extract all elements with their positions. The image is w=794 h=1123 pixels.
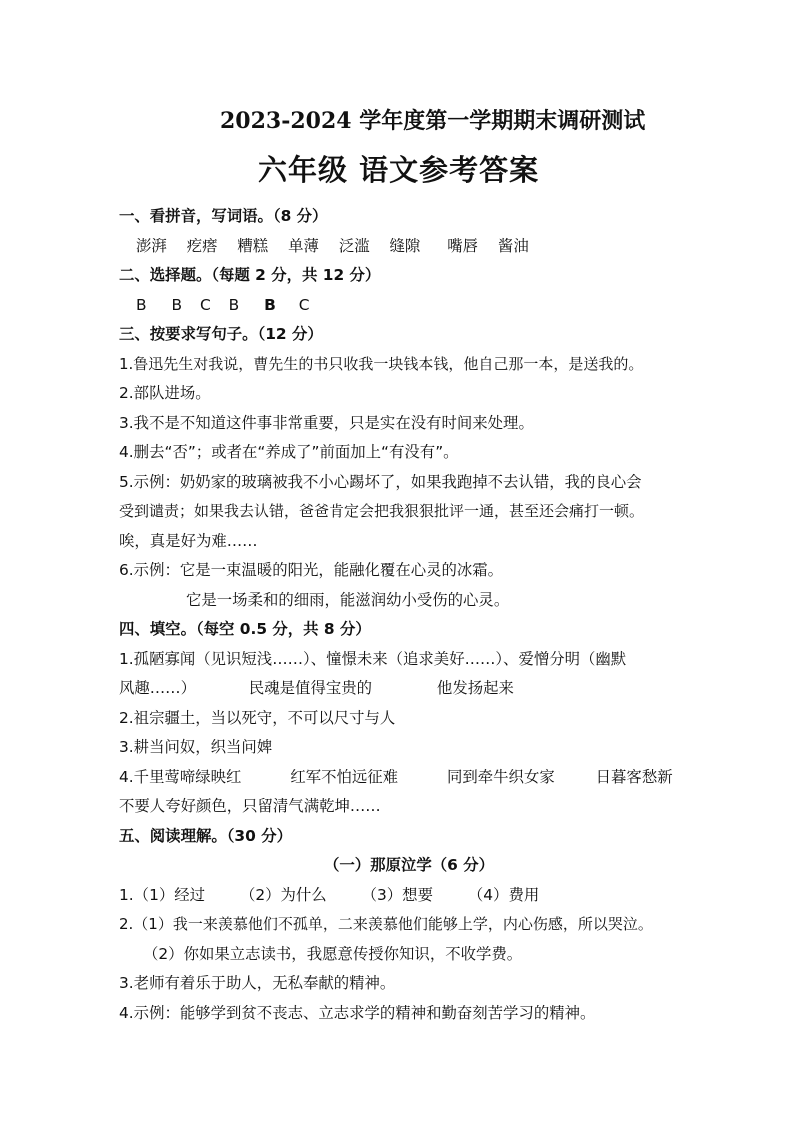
choice-answer: C — [199, 295, 211, 314]
answer-line: 3.老师有着乐于助人，无私奉献的精神。 — [119, 974, 396, 992]
fill-answer: （4）费用 — [467, 885, 540, 904]
choice-answer: B — [171, 295, 183, 314]
word-item: 单薄 — [288, 236, 319, 255]
fill-answer: （3）想要 — [361, 885, 433, 904]
answer-line: 1.鲁迅先生对我说，曹先生的书只收我一块钱本钱，他自己那一本，是送我的。 — [119, 354, 644, 373]
choice-answer: B — [136, 295, 147, 314]
fill-answer: 红军不怕远征难 — [290, 767, 399, 786]
fill-answer: 1.（1）经过 — [119, 885, 206, 904]
section-4-heading: 四、填空。（每空 0.5 分，共 8 分） — [119, 620, 371, 638]
section-5-heading: 五、阅读理解。（30 分） — [119, 826, 292, 845]
answer-line: 6.示例：它是一束温暖的阳光，能融化覆在心灵的冰霜。 — [119, 561, 504, 579]
answer-line: 3.耕当问奴，织当问婢 — [119, 738, 273, 756]
word-item: 疙瘩 — [186, 236, 218, 255]
answer-line: 4.示例：能够学到贫不丧志、立志求学的精神和勤奋刻苦学习的精神。 — [119, 1003, 596, 1022]
section-2-heading: 二、选择题。（每题 2 分，共 12 分） — [119, 266, 381, 284]
answer-line: 唉，真是好为难…… — [119, 531, 258, 550]
answer-key-title: 六年级 语文参考答案 — [258, 153, 540, 187]
section-1-heading: 一、看拼音，写词语。（8 分） — [119, 207, 328, 225]
word-item: 嘴唇 — [447, 236, 479, 255]
fill-answer: 4.千里莺啼绿映红 — [119, 767, 242, 786]
answer-line: （2）你如果立志读书，我愿意传授你知识，不收学费。 — [143, 944, 523, 963]
fill-answer: 民魂是值得宝贵的 — [248, 679, 373, 697]
fill-answer: 日暮客愁新 — [595, 767, 673, 786]
answer-line: 受到谴责；如果我去认错，爸爸肯定会把我狠狠批评一通，甚至还会痛打一顿。 — [119, 502, 645, 520]
word-item: 糟糕 — [237, 236, 269, 255]
answer-line — [119, 881, 699, 911]
exam-title: 2023-2024 学年度第一学期期末调研测试 — [220, 108, 646, 134]
reading-subheading: （一）那原泣学（6 分） — [324, 856, 494, 874]
answer-line: 4.删去“否”；或者在“养成了”前面加上“有没有”。 — [119, 443, 459, 461]
fill-answer: （2）为什么 — [239, 885, 327, 904]
answer-line: 2.祖宗疆土，当以死守，不可以尺寸与人 — [119, 708, 396, 727]
section-1-words — [119, 232, 699, 262]
answer-line: 2.部队进场。 — [119, 384, 211, 402]
answer-line — [119, 763, 699, 793]
fill-answer: 风趣……） — [119, 679, 196, 697]
answer-line — [119, 674, 699, 704]
fill-answer: 他发扬起来 — [436, 679, 514, 697]
choice-answer: C — [298, 295, 310, 314]
fill-answer: 同到牵牛织女家 — [446, 767, 555, 786]
answer-line: 5.示例：奶奶家的玻璃被我不小心踢坏了，如果我跑掉不去认错，我的良心会 — [119, 472, 642, 491]
answer-line: 1.孤陋寡闻（见识短浅……）、憧憬未来（追求美好……）、爱憎分明（幽默 — [119, 649, 627, 668]
word-item: 澎湃 — [136, 236, 167, 255]
answer-line: 2.（1）我一来羡慕他们不孤单，二来羡慕他们能够上学，内心伤感，所以哭泣。 — [119, 915, 653, 933]
answer-line: 3.我不是不知道这件事非常重要，只是实在没有时间来处理。 — [119, 413, 534, 432]
answer-line: 它是一场柔和的细雨，能滋润幼小受伤的心灵。 — [186, 590, 510, 609]
answer-content — [119, 202, 699, 1028]
section-3-heading: 三、按要求写句子。（12 分） — [119, 325, 323, 343]
word-item: 泛滥 — [338, 236, 370, 255]
choice-answer: B — [228, 295, 240, 314]
word-item: 酱油 — [497, 236, 529, 255]
answer-line: 不要人夸好颜色，只留清气满乾坤…… — [119, 797, 381, 815]
section-2-answers — [119, 291, 699, 321]
choice-answer: B — [264, 295, 276, 314]
word-item: 缝隙 — [389, 236, 421, 255]
